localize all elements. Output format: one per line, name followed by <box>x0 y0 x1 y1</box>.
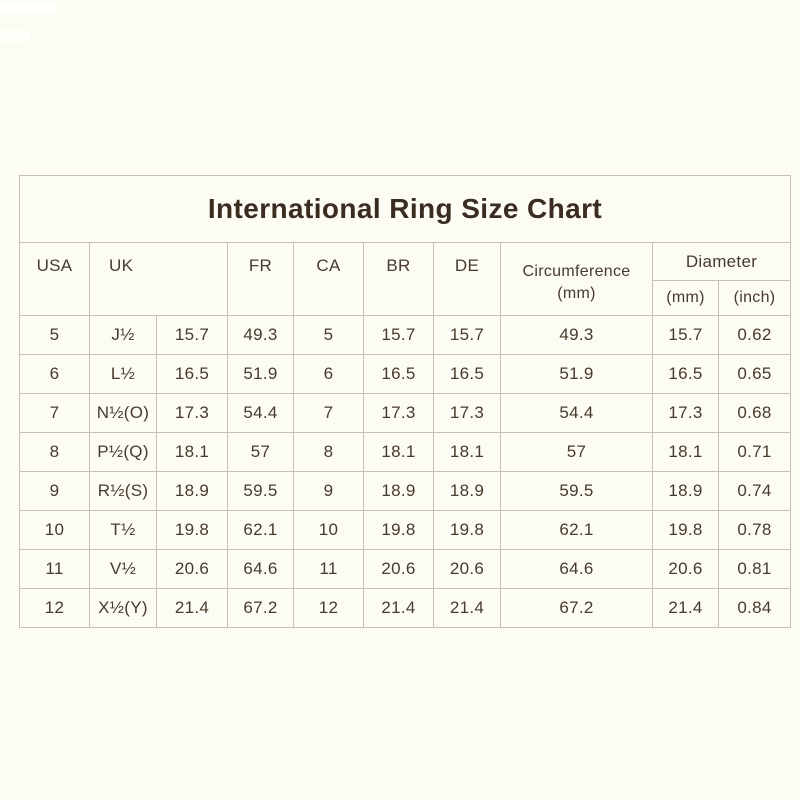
cell-br-row1: 15.7 <box>364 316 434 355</box>
table-row-4 <box>20 433 791 472</box>
cell-diameter-inch-row4: 0.71 <box>719 433 791 472</box>
scan-artifact <box>0 30 30 42</box>
cell-uk-mm-row8: 21.4 <box>157 589 228 628</box>
cell-fr-row2: 51.9 <box>228 355 294 394</box>
cell-fr-row1: 49.3 <box>228 316 294 355</box>
cell-br-row3: 17.3 <box>364 394 434 433</box>
cell-ca-row7: 11 <box>294 550 364 589</box>
col-header-fr: FR <box>228 243 294 316</box>
cell-fr-row7: 64.6 <box>228 550 294 589</box>
cell-usa-row3: 7 <box>20 394 90 433</box>
header-row-1 <box>20 243 791 281</box>
cell-diameter-mm-row3: 17.3 <box>653 394 719 433</box>
cell-de-row5: 18.9 <box>434 472 501 511</box>
cell-uk-mm-row3: 17.3 <box>157 394 228 433</box>
cell-uk-size-row5: R½(S) <box>90 472 157 511</box>
cell-de-row8: 21.4 <box>434 589 501 628</box>
cell-ca-row6: 10 <box>294 511 364 550</box>
table-header <box>20 176 791 316</box>
cell-diameter-inch-row1: 0.62 <box>719 316 791 355</box>
cell-diameter-inch-row5: 0.74 <box>719 472 791 511</box>
col-header-usa: USA <box>20 243 90 316</box>
cell-usa-row8: 12 <box>20 589 90 628</box>
cell-circumference-mm-row1: 49.3 <box>501 316 653 355</box>
table-row-1 <box>20 316 791 355</box>
cell-de-row7: 20.6 <box>434 550 501 589</box>
cell-br-row2: 16.5 <box>364 355 434 394</box>
cell-circumference-mm-row6: 62.1 <box>501 511 653 550</box>
cell-de-row1: 15.7 <box>434 316 501 355</box>
cell-uk-mm-row6: 19.8 <box>157 511 228 550</box>
cell-de-row4: 18.1 <box>434 433 501 472</box>
cell-ca-row2: 6 <box>294 355 364 394</box>
cell-uk-mm-row4: 18.1 <box>157 433 228 472</box>
cell-ca-row1: 5 <box>294 316 364 355</box>
table-row-3 <box>20 394 791 433</box>
cell-uk-size-row8: X½(Y) <box>90 589 157 628</box>
scan-artifact <box>0 2 56 14</box>
col-header-uk: UK <box>90 243 228 316</box>
cell-diameter-mm-row7: 20.6 <box>653 550 719 589</box>
cell-usa-row7: 11 <box>20 550 90 589</box>
col-header-diameter-inch: (inch) <box>719 281 791 316</box>
cell-fr-row6: 62.1 <box>228 511 294 550</box>
col-header-circumference <box>501 243 653 316</box>
table-row-8 <box>20 589 791 628</box>
cell-br-row4: 18.1 <box>364 433 434 472</box>
cell-diameter-mm-row1: 15.7 <box>653 316 719 355</box>
cell-br-row8: 21.4 <box>364 589 434 628</box>
col-header-de: DE <box>434 243 501 316</box>
cell-diameter-inch-row3: 0.68 <box>719 394 791 433</box>
cell-uk-mm-row5: 18.9 <box>157 472 228 511</box>
cell-br-row6: 19.8 <box>364 511 434 550</box>
cell-br-row7: 20.6 <box>364 550 434 589</box>
cell-diameter-mm-row2: 16.5 <box>653 355 719 394</box>
col-header-br: BR <box>364 243 434 316</box>
cell-uk-size-row2: L½ <box>90 355 157 394</box>
table-row-5 <box>20 472 791 511</box>
cell-diameter-inch-row8: 0.84 <box>719 589 791 628</box>
cell-br-row5: 18.9 <box>364 472 434 511</box>
cell-ca-row5: 9 <box>294 472 364 511</box>
cell-diameter-inch-row7: 0.81 <box>719 550 791 589</box>
cell-ca-row3: 7 <box>294 394 364 433</box>
table-body <box>20 316 791 628</box>
cell-uk-size-row4: P½(Q) <box>90 433 157 472</box>
cell-de-row3: 17.3 <box>434 394 501 433</box>
cell-ca-row8: 12 <box>294 589 364 628</box>
cell-circumference-mm-row7: 64.6 <box>501 550 653 589</box>
table-row-7 <box>20 550 791 589</box>
cell-circumference-mm-row8: 67.2 <box>501 589 653 628</box>
cell-uk-mm-row1: 15.7 <box>157 316 228 355</box>
cell-fr-row3: 54.4 <box>228 394 294 433</box>
cell-diameter-inch-row6: 0.78 <box>719 511 791 550</box>
table-row-6 <box>20 511 791 550</box>
cell-uk-mm-row2: 16.5 <box>157 355 228 394</box>
cell-fr-row5: 59.5 <box>228 472 294 511</box>
cell-circumference-mm-row2: 51.9 <box>501 355 653 394</box>
table-row-2 <box>20 355 791 394</box>
cell-circumference-mm-row4: 57 <box>501 433 653 472</box>
title-row <box>20 176 791 243</box>
cell-diameter-inch-row2: 0.65 <box>719 355 791 394</box>
col-header-ca: CA <box>294 243 364 316</box>
cell-usa-row6: 10 <box>20 511 90 550</box>
col-header-diameter-mm: (mm) <box>653 281 719 316</box>
cell-uk-size-row6: T½ <box>90 511 157 550</box>
cell-diameter-mm-row6: 19.8 <box>653 511 719 550</box>
circumference-unit: (mm) <box>557 285 596 302</box>
cell-diameter-mm-row8: 21.4 <box>653 589 719 628</box>
cell-diameter-mm-row5: 18.9 <box>653 472 719 511</box>
cell-de-row6: 19.8 <box>434 511 501 550</box>
cell-ca-row4: 8 <box>294 433 364 472</box>
circumference-label: Circumference <box>522 263 631 281</box>
col-header-diameter: Diameter <box>653 243 791 281</box>
cell-uk-mm-row7: 20.6 <box>157 550 228 589</box>
chart-title: International Ring Size Chart <box>20 176 791 243</box>
cell-fr-row4: 57 <box>228 433 294 472</box>
cell-usa-row2: 6 <box>20 355 90 394</box>
cell-usa-row4: 8 <box>20 433 90 472</box>
cell-uk-size-row1: J½ <box>90 316 157 355</box>
cell-usa-row1: 5 <box>20 316 90 355</box>
cell-usa-row5: 9 <box>20 472 90 511</box>
cell-diameter-mm-row4: 18.1 <box>653 433 719 472</box>
cell-circumference-mm-row5: 59.5 <box>501 472 653 511</box>
cell-de-row2: 16.5 <box>434 355 501 394</box>
cell-uk-size-row7: V½ <box>90 550 157 589</box>
cell-fr-row8: 67.2 <box>228 589 294 628</box>
ring-size-table <box>19 175 791 628</box>
cell-uk-size-row3: N½(O) <box>90 394 157 433</box>
cell-circumference-mm-row3: 54.4 <box>501 394 653 433</box>
